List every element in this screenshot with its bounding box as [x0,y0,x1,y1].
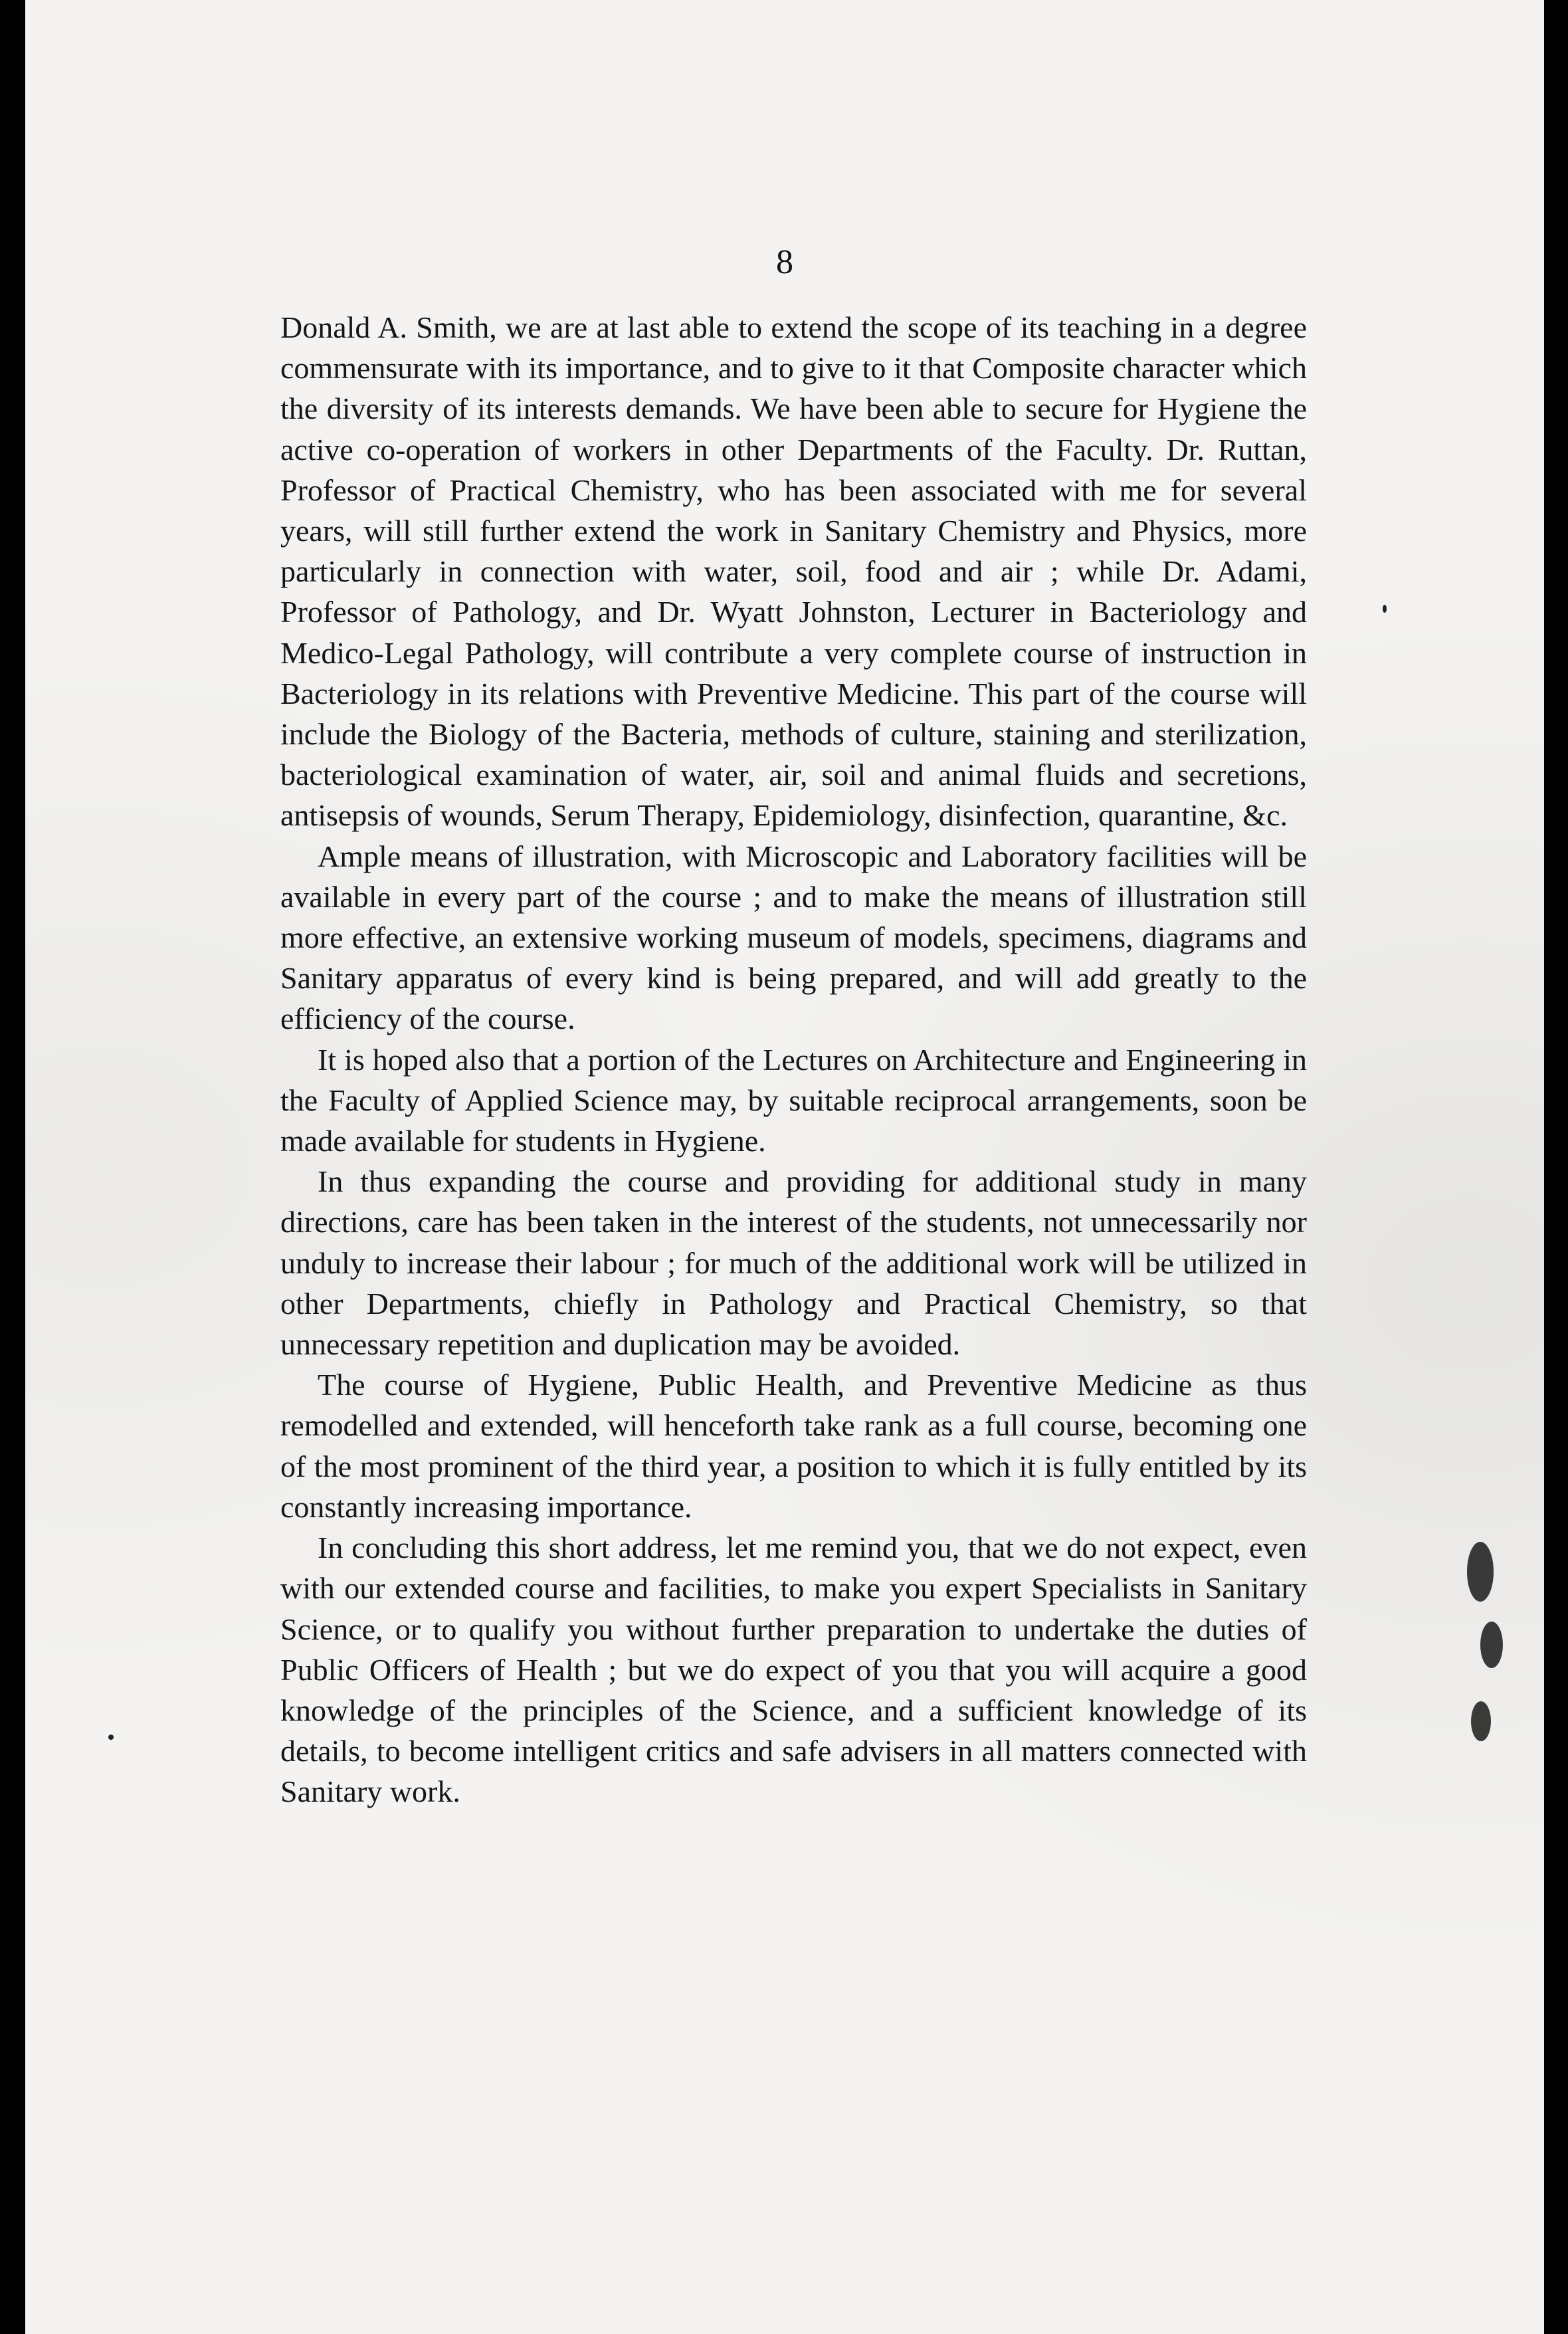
ink-blot-3 [1471,1701,1491,1741]
ink-blot-1 [1467,1542,1494,1602]
scan-speck-1 [1383,605,1387,613]
body-text [280,307,1307,1812]
scan-speck-2 [108,1735,114,1740]
paragraph-3: It is hoped also that a portion of the Lectures on Architecture and Engineering in the Faculty of Applied Science may, by suitable reciprocal arrangements, soon be made available for students in Hygiene. [280,1042,1307,1158]
scan-border-right [1544,0,1568,2334]
paragraph-5: The course of Hygiene, Public Health, and Preventive Medicine as thus remodelled and extended, will henceforth take rank as a full course, becoming one of the most prominent of the third year, a position to which it is fully entitled by its constantly increasing importance. [280,1368,1307,1524]
paragraph-4: In thus expanding the course and providing for additional study in many directions, care has been taken in the interest of the students, not unnecessarily nor unduly to increase their labour ; for much of the additional work will be utilized in other Departments, chiefly in Pathology and Practical Chemistry, so that unnecessary repetition and duplication may be avoided. [280,1164,1307,1362]
paragraph-2: Ample means of illustration, with Microscopic and Laboratory facilities will be available in every part of the course ; and to make the means of illustration still more effective, an extensive working museum of models, specimens, diagrams and Sanitary apparatus of every kind is being prepared, and will add greatly to the efficiency of the course. [280,839,1307,1036]
document-page [25,0,1544,2334]
scan-border-left [0,0,25,2334]
paragraph-1: Donald A. Smith, we are at last able to extend the scope of its teaching in a degree commensurate with its importance, and to give to it that Composite character which the diversity of its interests demands. We have been able to secure for Hygiene the active co-operation of workers in other Departments of the Faculty. Dr. Ruttan, Professor of Practical Chemistry, who has been associated with me for several years, will still further extend the work in Sanitary Chemistry and Physics, more particularly in connection with water, soil, food and air ; while Dr. Adami, Professor of Pathology, and Dr. Wyatt Johnston, Lecturer in Bacteriology and Medico-Legal Pathology, will contribute a very complete course of instruction in Bacteriology in its relations with Preventive Medicine. This part of the course will include the Biology of the Bacteria, methods of culture, staining and sterilization, bacteriological examination of water, air, soil and animal fluids and secretions, antisepsis of wounds, Serum Therapy, Epidemiology, disinfection, quarantine, &c. [280,310,1307,833]
ink-blot-2 [1480,1622,1503,1668]
paragraph-6: In concluding this short address, let me remind you, that we do not expect, even with our extended course and facilities, to make you expert Specialists in Sanitary Science, or to qualify you without further preparation to undertake the duties of Public Officers of Health ; but we do expect of you that you will acquire a good knowledge of the principles of the Science, and a sufficient knowledge of its details, to become intelligent critics and safe advisers in all matters connected with Sanitary work. [280,1531,1307,1809]
page-number: 8 [776,243,793,281]
